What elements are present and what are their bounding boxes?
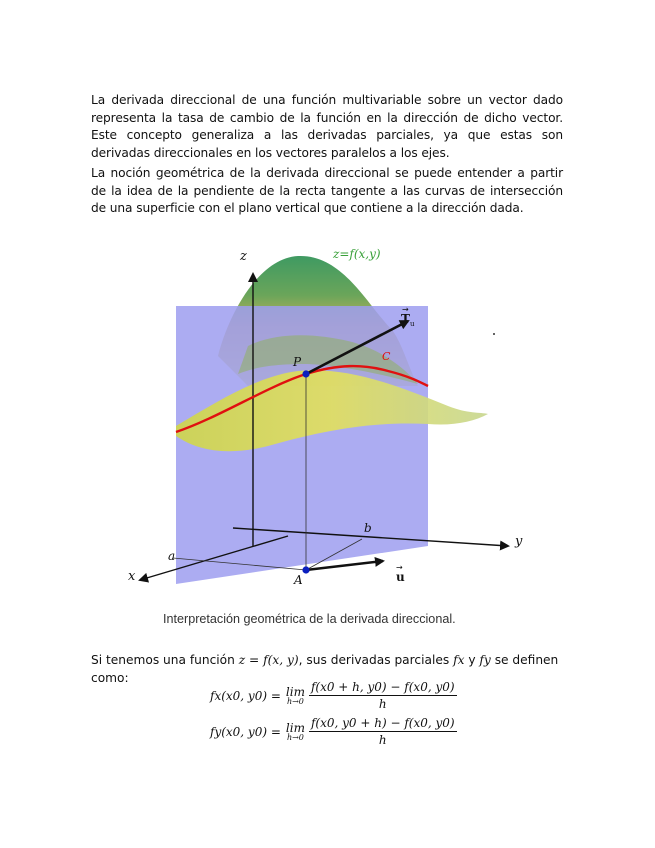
intro-function: z = f(x, y) [238, 653, 299, 667]
eq1-denominator: h [378, 697, 387, 711]
eq2-lhs: fy(x0, y0) = [210, 724, 281, 739]
y-label: y [515, 534, 523, 549]
T-arrow-accent: → [402, 305, 409, 314]
C-label: C [382, 350, 391, 363]
eq2-limit [286, 722, 305, 742]
x-label: x [128, 569, 136, 584]
eq2-numerator: f(x0, y0 + h) − f(x0, y0) [310, 716, 455, 730]
eq1-lim-word: lim [285, 684, 305, 699]
T-subscript: u [410, 320, 415, 328]
paragraph-definition: La derivada direccional de una función multivariable sobre un vector dado representa la tasa de cambio de la función en la dirección de dicho vector. Este concepto generaliza a las derivadas parciales, ya que estas son derivadas direccionales en los vectores paralelos a los ejes. [91, 93, 563, 160]
eq1-lim-sub: h→0 [286, 696, 304, 706]
directional-derivative-figure [118, 236, 538, 606]
figure-caption: Interpretación geométrica de la derivada direccional. [163, 612, 456, 626]
intro-lead: Si tenemos una función [91, 653, 235, 667]
intro-tail: se definen como: [91, 653, 559, 685]
b-label: b [364, 521, 372, 535]
intro-and: y [468, 653, 476, 667]
stray-dot [493, 333, 495, 335]
eq1-fraction [309, 680, 457, 711]
u-label: u [396, 570, 405, 584]
point-A [302, 566, 309, 573]
z-label: z [240, 249, 247, 264]
intro-fx: fx [453, 653, 465, 667]
surface-label: z=f(x,y) [333, 247, 381, 261]
a-label: a [168, 549, 176, 563]
eq1-numerator: f(x0 + h, y0) − f(x0, y0) [310, 680, 455, 694]
point-P [302, 370, 309, 377]
equation-fy [210, 716, 457, 747]
eq2-denominator: h [378, 733, 387, 747]
eq2-lim-sub: h→0 [286, 732, 304, 742]
equation-fx [210, 680, 457, 711]
T-label: T [401, 312, 410, 326]
eq1-limit [286, 686, 305, 706]
intro-mid: , sus derivadas parciales [298, 653, 450, 667]
eq1-lhs: fx(x0, y0) = [210, 688, 281, 703]
intro-fy: fy [479, 653, 491, 667]
eq2-lim-word: lim [285, 720, 305, 735]
eq2-fraction [309, 716, 457, 747]
u-arrow-accent: → [396, 563, 403, 572]
A-label: A [294, 573, 303, 587]
P-label: P [293, 355, 302, 369]
paragraph-geometric-notion: La noción geométrica de la derivada direccional se puede entender a partir de la idea de la pendiente de la recta tangente a las curvas de intersección de una superficie con el plano vertical que contiene a la dirección dada. [91, 166, 563, 216]
